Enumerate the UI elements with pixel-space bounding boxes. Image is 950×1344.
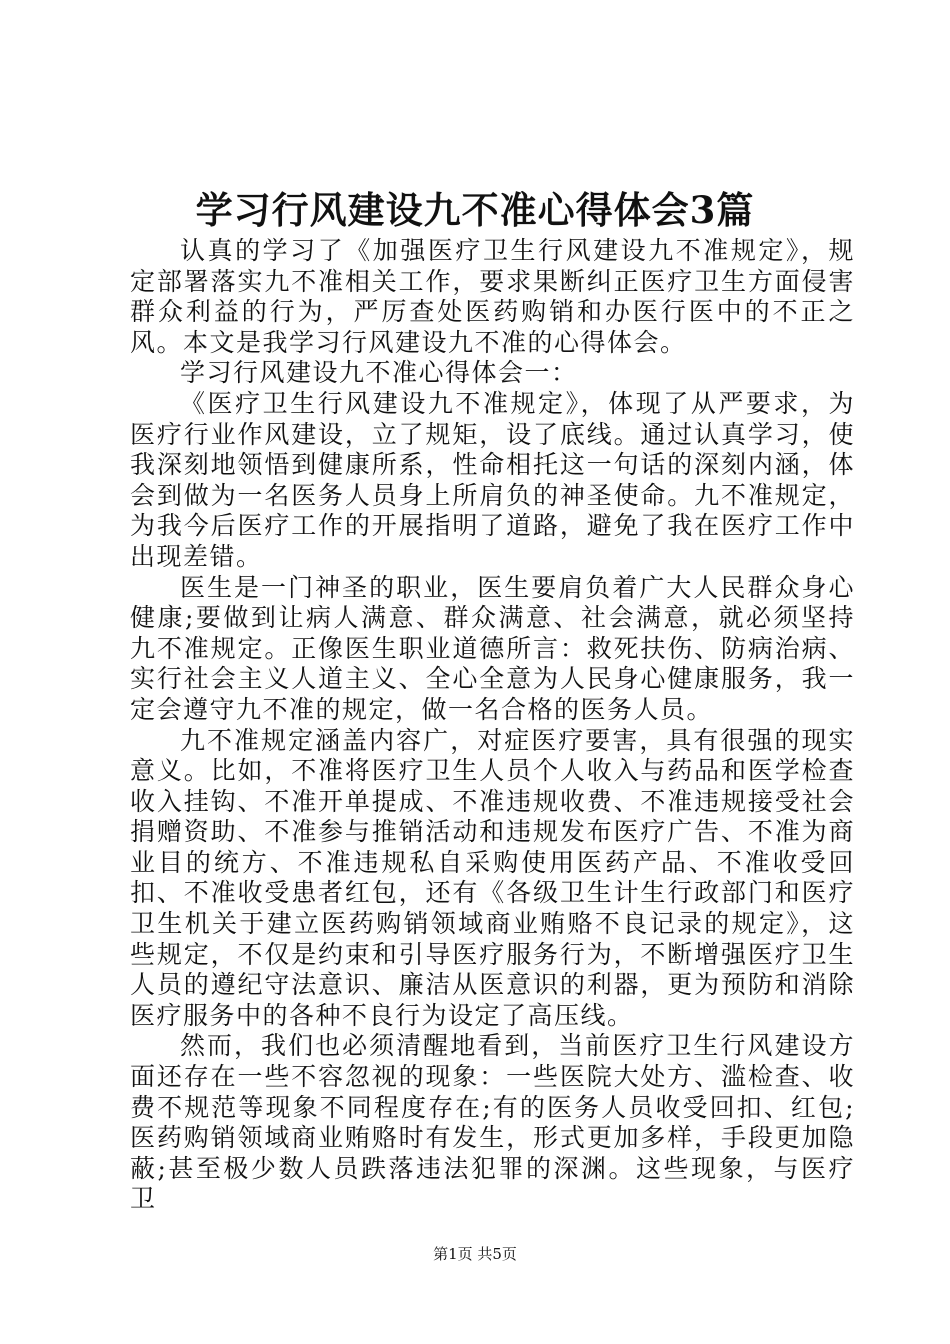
paragraph: 然而，我们也必须清醒地看到，当前医疗卫生行风建设方面还存在一些不容忽视的现象：一些医院大处方、滥检查、收费不规范等现象不同程度存在;有的医务人员收受回扣、红包;医药购销领域商业贿赂时有发生，形式更加多样，手段更加隐蔽;甚至极少数人员跌落违法犯罪的深渊。这些现象，与医疗卫 (130, 1031, 855, 1214)
paragraph-section-heading: 学习行风建设九不准心得体会一： (180, 358, 578, 388)
document-body (130, 236, 855, 1215)
page-number-footer: 第1页 共5页 (433, 1245, 517, 1263)
paragraph: 九不准规定涵盖内容广，对症医疗要害，具有很强的现实意义。比如，不准将医疗卫生人员个人收入与药品和医学检查收入挂钩、不准开单提成、不准违规收费、不准违规接受社会捐赠资助、不准参与推销活动和违规发布医疗广告、不准为商业目的统方、不准违规私自采购使用医药产品、不准收受回扣、不准收受患者红包，还有《各级卫生计生行政部门和医疗卫生机关于建立医药购销领域商业贿赂不良记录的规定》，这些规定，不仅是约束和引导医疗服务行为，不断增强医疗卫生人员的遵纪守法意识、廉洁从医意识的利器，更为预防和消除医疗服务中的各种不良行为设定了高压线。 (130, 725, 855, 1030)
document-title: 学习行风建设九不准心得体会3篇 (195, 188, 755, 232)
paragraph: 《医疗卫生行风建设九不准规定》，体现了从严要求，为医疗行业作风建设，立了规矩，设了底线。通过认真学习，使我深刻地领悟到健康所系，性命相托这一句话的深刻内涵，体会到做为一名医务人员身上所肩负的神圣使命。九不准规定，为我今后医疗工作的开展指明了道路，避免了我在医疗工作中出现差错。 (130, 388, 855, 571)
paragraph-intro: 认真的学习了《加强医疗卫生行风建设九不准规定》，规定部署落实九不准相关工作，要求果断纠正医疗卫生方面侵害群众利益的行为，严厉查处医药购销和办医行医中的不正之风。本文是我学习行风建设九不准的心得体会。 (130, 236, 855, 357)
paragraph: 医生是一门神圣的职业，医生要肩负着广大人民群众身心健康;要做到让病人满意、群众满意、社会满意，就必须坚持九不准规定。正像医生职业道德所言：救死扶伤、防病治病、实行社会主义人道主义、全心全意为人民身心健康服务，我一定会遵守九不准的规定，做一名合格的医务人员。 (130, 572, 855, 724)
